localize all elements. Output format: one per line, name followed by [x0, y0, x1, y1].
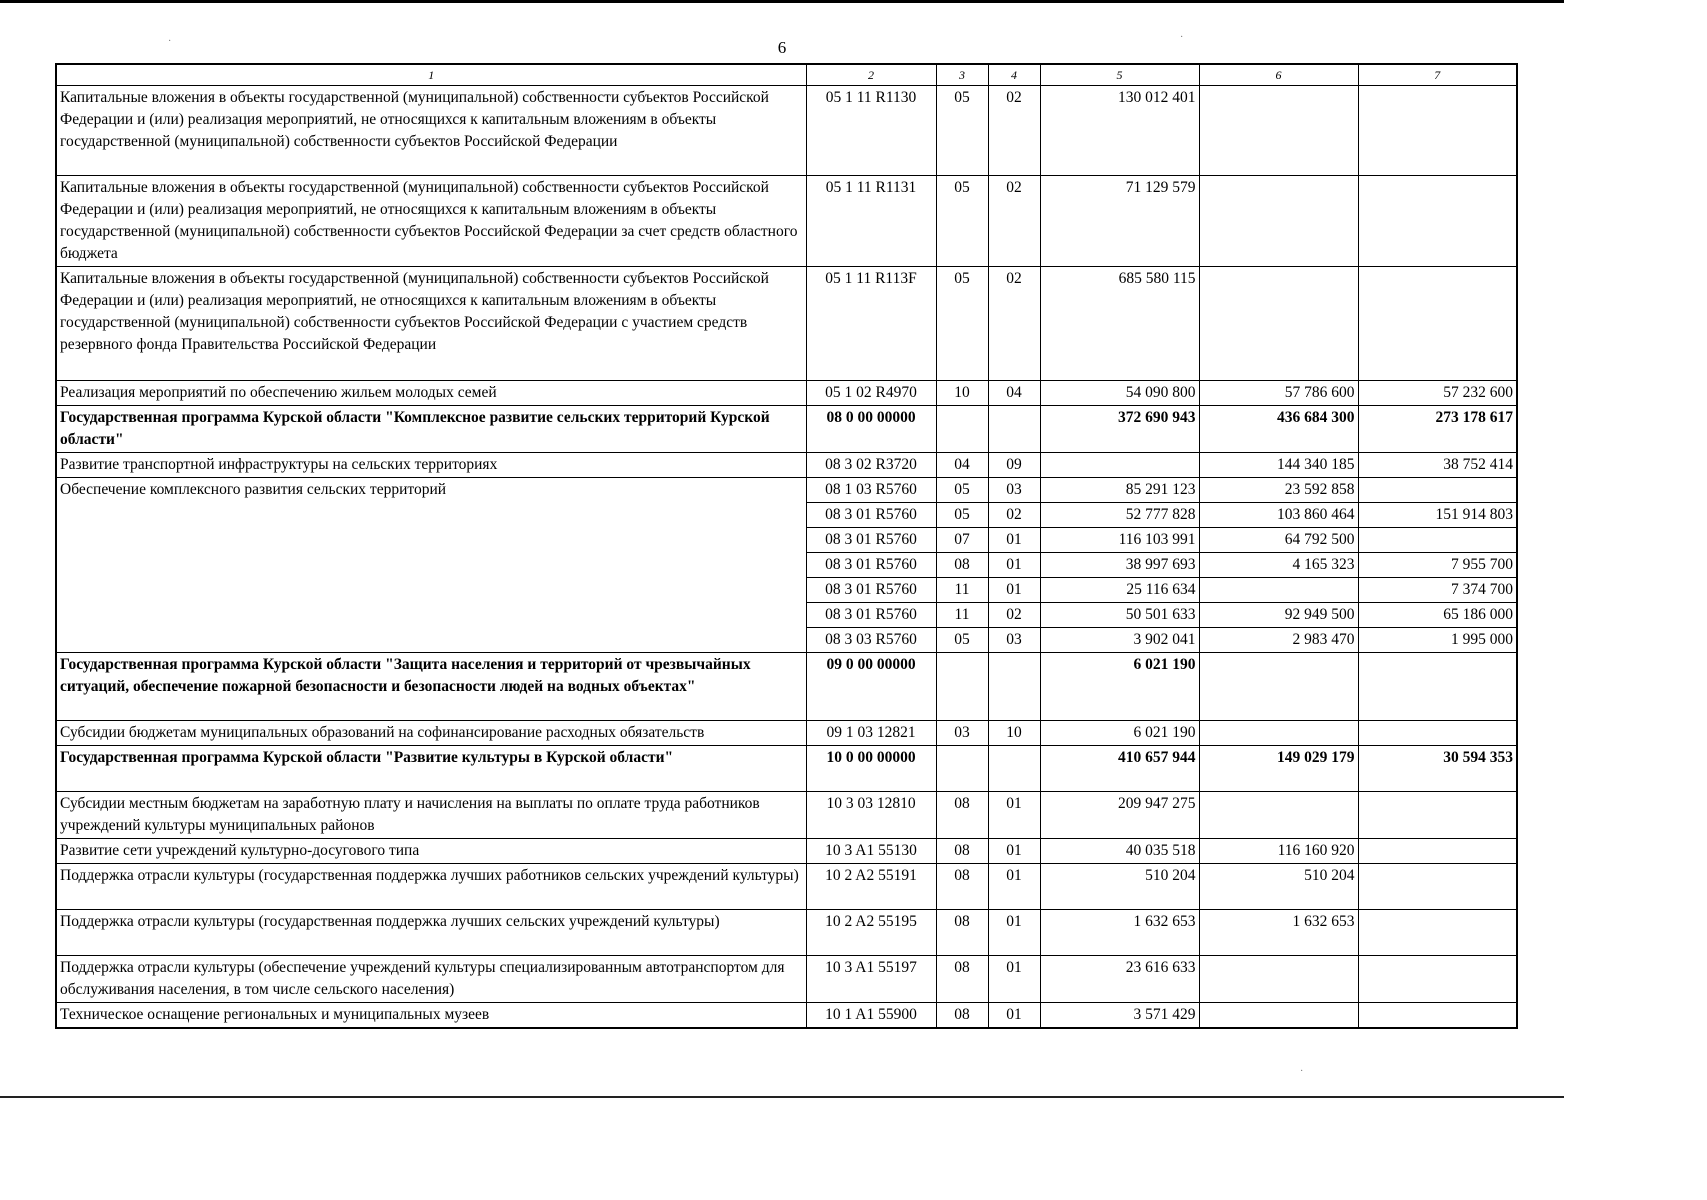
row-section: 08	[936, 839, 988, 864]
row-amount-6: 92 949 500	[1199, 603, 1358, 628]
row-name: Развитие транспортной инфраструктуры на сельских территориях	[56, 453, 806, 478]
row-amount-7: 273 178 617	[1358, 406, 1517, 453]
row-name: Капитальные вложения в объекты государственной (муниципальной) собственности субъектов Российской Федерации и (или) реализация мероприятий, не относящихся к капитальным вложениям в объекты государственной (муниципальной) собственности субъектов Российской Федерации	[56, 86, 806, 176]
row-code: 10 1 A1 55900	[806, 1003, 936, 1029]
row-name: Субсидии бюджетам муниципальных образований на софинансирование расходных обязательств	[56, 721, 806, 746]
scan-top-border	[0, 0, 1564, 3]
row-subsection: 03	[988, 478, 1040, 503]
column-number-4: 4	[988, 64, 1040, 86]
row-section: 05	[936, 478, 988, 503]
column-number-1: 1	[56, 64, 806, 86]
program-row	[56, 746, 1517, 792]
row-subsection: 02	[988, 603, 1040, 628]
row-amount-5: 510 204	[1040, 864, 1199, 910]
row-code: 08 3 01 R5760	[806, 578, 936, 603]
row-section: 05	[936, 176, 988, 267]
column-number-6: 6	[1199, 64, 1358, 86]
row-subsection: 01	[988, 792, 1040, 839]
row-name: Капитальные вложения в объекты государственной (муниципальной) собственности субъектов Российской Федерации и (или) реализация мероприятий, не относящихся к капитальным вложениям в объекты государственной (муниципальной) собственности субъектов Российской Федерации за счет средств областного бюджета	[56, 176, 806, 267]
row-subsection: 01	[988, 553, 1040, 578]
row-section: 08	[936, 956, 988, 1003]
row-amount-5: 3 571 429	[1040, 1003, 1199, 1029]
row-amount-7: 7 955 700	[1358, 553, 1517, 578]
row-subsection: 01	[988, 1003, 1040, 1029]
budget-table	[55, 63, 1518, 1029]
row-amount-7	[1358, 864, 1517, 910]
row-subsection: 01	[988, 578, 1040, 603]
table-row	[56, 1003, 1517, 1029]
row-name: Государственная программа Курской области "Комплексное развитие сельских территорий Курской области"	[56, 406, 806, 453]
row-name: Обеспечение комплексного развития сельских территорий	[56, 478, 806, 653]
table-row	[56, 792, 1517, 839]
column-number-5: 5	[1040, 64, 1199, 86]
row-name: Капитальные вложения в объекты государственной (муниципальной) собственности субъектов Российской Федерации и (или) реализация мероприятий, не относящихся к капитальным вложениям в объекты государственной (муниципальной) собственности субъектов Российской Федерации с участием средств резервного фонда Правительства Российской Федерации	[56, 267, 806, 381]
row-amount-5: 50 501 633	[1040, 603, 1199, 628]
row-amount-6	[1199, 721, 1358, 746]
row-name: Поддержка отрасли культуры (государственная поддержка лучших работников сельских учреждений культуры)	[56, 864, 806, 910]
row-subsection: 02	[988, 86, 1040, 176]
row-amount-5: 71 129 579	[1040, 176, 1199, 267]
row-subsection: 01	[988, 839, 1040, 864]
row-amount-5: 685 580 115	[1040, 267, 1199, 381]
row-amount-7	[1358, 839, 1517, 864]
row-amount-6: 57 786 600	[1199, 381, 1358, 406]
row-subsection: 01	[988, 956, 1040, 1003]
row-amount-5: 130 012 401	[1040, 86, 1199, 176]
row-name: Развитие сети учреждений культурно-досугового типа	[56, 839, 806, 864]
row-amount-6: 64 792 500	[1199, 528, 1358, 553]
row-subsection: 01	[988, 528, 1040, 553]
row-amount-6	[1199, 86, 1358, 176]
row-section: 05	[936, 628, 988, 653]
row-section: 11	[936, 578, 988, 603]
column-number-2: 2	[806, 64, 936, 86]
row-name: Реализация мероприятий по обеспечению жильем молодых семей	[56, 381, 806, 406]
row-amount-6	[1199, 792, 1358, 839]
row-code: 10 2 A2 55195	[806, 910, 936, 956]
row-amount-5: 52 777 828	[1040, 503, 1199, 528]
table-row	[56, 864, 1517, 910]
row-amount-7	[1358, 721, 1517, 746]
scan-speck: ·	[1180, 32, 1184, 43]
column-number-header-row	[56, 64, 1517, 86]
row-code: 08 3 01 R5760	[806, 603, 936, 628]
row-name: Поддержка отрасли культуры (государственная поддержка лучших сельских учреждений культуры)	[56, 910, 806, 956]
table-row	[56, 381, 1517, 406]
row-code: 09 0 00 00000	[806, 653, 936, 721]
page-number: 6	[777, 38, 787, 57]
row-amount-5: 40 035 518	[1040, 839, 1199, 864]
row-amount-5: 38 997 693	[1040, 553, 1199, 578]
row-subsection: 10	[988, 721, 1040, 746]
row-section: 04	[936, 453, 988, 478]
row-amount-6	[1199, 653, 1358, 721]
row-section: 08	[936, 553, 988, 578]
row-amount-7	[1358, 478, 1517, 503]
row-amount-7	[1358, 86, 1517, 176]
row-section: 05	[936, 503, 988, 528]
row-amount-7	[1358, 1003, 1517, 1029]
row-name: Поддержка отрасли культуры (обеспечение учреждений культуры специализированным автотранспортом для обслуживания населения, в том числе сельского населения)	[56, 956, 806, 1003]
row-amount-5: 23 616 633	[1040, 956, 1199, 1003]
row-amount-5: 410 657 944	[1040, 746, 1199, 792]
row-section: 05	[936, 267, 988, 381]
row-amount-6	[1199, 267, 1358, 381]
row-section: 11	[936, 603, 988, 628]
row-amount-6: 23 592 858	[1199, 478, 1358, 503]
row-amount-6: 103 860 464	[1199, 503, 1358, 528]
row-subsection	[988, 406, 1040, 453]
row-code: 05 1 02 R4970	[806, 381, 936, 406]
row-amount-6	[1199, 578, 1358, 603]
row-amount-6	[1199, 956, 1358, 1003]
row-section: 08	[936, 1003, 988, 1029]
table-row	[56, 176, 1517, 267]
row-name: Техническое оснащение региональных и муниципальных музеев	[56, 1003, 806, 1029]
row-amount-5: 85 291 123	[1040, 478, 1199, 503]
row-amount-7	[1358, 176, 1517, 267]
row-code: 05 1 11 R1131	[806, 176, 936, 267]
scan-bottom-border	[0, 1096, 1564, 1098]
row-amount-6	[1199, 1003, 1358, 1029]
table-row	[56, 478, 1517, 503]
table-row	[56, 453, 1517, 478]
row-section: 08	[936, 910, 988, 956]
row-amount-5	[1040, 453, 1199, 478]
row-code: 10 3 A1 55130	[806, 839, 936, 864]
row-amount-6: 510 204	[1199, 864, 1358, 910]
row-amount-7: 30 594 353	[1358, 746, 1517, 792]
scan-speck: ·	[168, 36, 172, 47]
row-amount-6: 436 684 300	[1199, 406, 1358, 453]
table-row	[56, 86, 1517, 176]
row-code: 08 1 03 R5760	[806, 478, 936, 503]
row-subsection: 01	[988, 910, 1040, 956]
row-subsection: 01	[988, 864, 1040, 910]
row-section: 07	[936, 528, 988, 553]
row-subsection	[988, 746, 1040, 792]
row-code: 08 3 02 R3720	[806, 453, 936, 478]
row-code: 08 0 00 00000	[806, 406, 936, 453]
row-subsection: 02	[988, 503, 1040, 528]
row-amount-7: 7 374 700	[1358, 578, 1517, 603]
row-amount-7: 151 914 803	[1358, 503, 1517, 528]
row-name: Государственная программа Курской области "Защита населения и территорий от чрезвычайных ситуаций, обеспечение пожарной безопасности и безопасности людей на водных объектах"	[56, 653, 806, 721]
scan-speck: ·	[1300, 1066, 1304, 1077]
table-row	[56, 721, 1517, 746]
program-row	[56, 406, 1517, 453]
row-subsection: 03	[988, 628, 1040, 653]
row-code: 08 3 01 R5760	[806, 528, 936, 553]
row-amount-5: 209 947 275	[1040, 792, 1199, 839]
row-code: 10 3 03 12810	[806, 792, 936, 839]
row-amount-5: 6 021 190	[1040, 653, 1199, 721]
row-amount-5: 3 902 041	[1040, 628, 1199, 653]
row-section: 05	[936, 86, 988, 176]
row-amount-7	[1358, 528, 1517, 553]
row-code: 08 3 01 R5760	[806, 503, 936, 528]
row-code: 05 1 11 R1130	[806, 86, 936, 176]
column-number-7: 7	[1358, 64, 1517, 86]
row-code: 08 3 01 R5760	[806, 553, 936, 578]
row-amount-7	[1358, 956, 1517, 1003]
row-amount-5: 372 690 943	[1040, 406, 1199, 453]
row-subsection: 02	[988, 176, 1040, 267]
row-code: 10 3 A1 55197	[806, 956, 936, 1003]
row-amount-7: 57 232 600	[1358, 381, 1517, 406]
row-amount-6: 116 160 920	[1199, 839, 1358, 864]
row-amount-7	[1358, 792, 1517, 839]
row-code: 08 3 03 R5760	[806, 628, 936, 653]
row-section: 08	[936, 864, 988, 910]
table-row	[56, 267, 1517, 381]
row-amount-6: 144 340 185	[1199, 453, 1358, 478]
row-section: 10	[936, 381, 988, 406]
row-amount-6: 149 029 179	[1199, 746, 1358, 792]
row-amount-7: 38 752 414	[1358, 453, 1517, 478]
row-section	[936, 653, 988, 721]
row-code: 05 1 11 R113F	[806, 267, 936, 381]
row-amount-7	[1358, 910, 1517, 956]
row-amount-5: 25 116 634	[1040, 578, 1199, 603]
row-amount-6	[1199, 176, 1358, 267]
row-amount-7	[1358, 267, 1517, 381]
row-subsection: 09	[988, 453, 1040, 478]
row-subsection	[988, 653, 1040, 721]
row-amount-6: 1 632 653	[1199, 910, 1358, 956]
table-row	[56, 839, 1517, 864]
row-amount-5: 6 021 190	[1040, 721, 1199, 746]
row-amount-5: 1 632 653	[1040, 910, 1199, 956]
row-amount-7	[1358, 653, 1517, 721]
row-code: 10 2 A2 55191	[806, 864, 936, 910]
row-amount-5: 116 103 991	[1040, 528, 1199, 553]
row-subsection: 02	[988, 267, 1040, 381]
row-section: 03	[936, 721, 988, 746]
row-amount-7: 1 995 000	[1358, 628, 1517, 653]
table-row	[56, 910, 1517, 956]
row-name: Субсидии местным бюджетам на заработную плату и начисления на выплаты по оплате труда работников учреждений культуры муниципальных районов	[56, 792, 806, 839]
row-code: 10 0 00 00000	[806, 746, 936, 792]
table-row	[56, 956, 1517, 1003]
row-section: 08	[936, 792, 988, 839]
column-number-3: 3	[936, 64, 988, 86]
row-section	[936, 406, 988, 453]
program-row	[56, 653, 1517, 721]
row-name: Государственная программа Курской области "Развитие культуры в Курской области"	[56, 746, 806, 792]
row-amount-7: 65 186 000	[1358, 603, 1517, 628]
row-code: 09 1 03 12821	[806, 721, 936, 746]
row-section	[936, 746, 988, 792]
row-amount-6: 4 165 323	[1199, 553, 1358, 578]
row-amount-6: 2 983 470	[1199, 628, 1358, 653]
row-amount-5: 54 090 800	[1040, 381, 1199, 406]
row-subsection: 04	[988, 381, 1040, 406]
